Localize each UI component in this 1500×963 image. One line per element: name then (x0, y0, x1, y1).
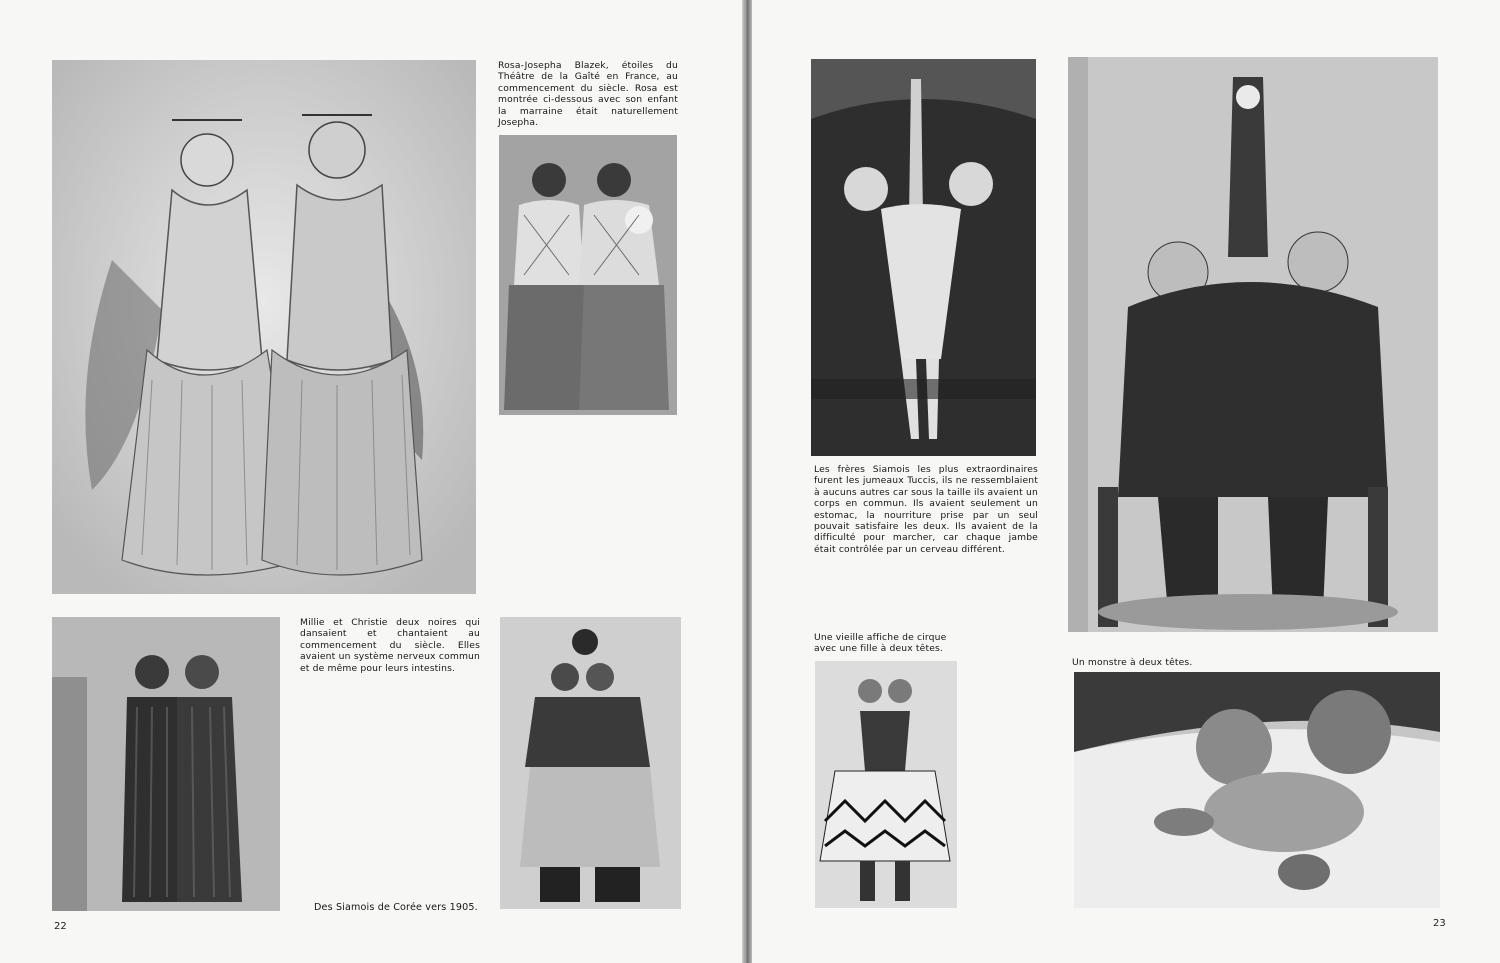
photo-millie-christie (52, 617, 280, 911)
right-page (752, 0, 1500, 963)
page-number-right: 23 (1433, 918, 1446, 929)
book-gutter (742, 0, 752, 963)
photo-rosa-with-child (499, 135, 677, 415)
photo-siamois-coree (500, 617, 681, 909)
left-page (0, 0, 742, 963)
photo-tuccis-suit (1068, 57, 1438, 632)
caption-tuccis: Les frères Siamois les plus extraordinaires furent les jumeaux Tuccis, ils ne ressemblaient à aucuns autres car sous la taille ils avaient un corps en commun. Ils avaient seulement un estomac, la nourriture prise par un seul pouvait satisfaire les deux. Ils avaient de la difficulté pour marcher, car chaque jambe était contrôlée par un cerveau différent. (814, 464, 1038, 555)
photo-blazek-illustration (52, 60, 476, 594)
caption-blazek: Rosa-Josepha Blazek, étoiles du Théâtre de la Gaîté en France, au commencement du siècle. Rosa est montrée ci-dessous avec son enfant la marraine était naturellement Josepha. (498, 60, 678, 129)
caption-affiche: Une vieille affiche de cirque avec une fille à deux têtes. (814, 632, 947, 655)
page-number-left: 22 (54, 921, 67, 932)
photo-circus-poster (815, 661, 957, 908)
caption-siamois-coree: Des Siamois de Corée vers 1905. (314, 902, 478, 913)
caption-monstre: Un monstre à deux têtes. (1072, 657, 1193, 668)
photo-tuccis-seated (811, 59, 1036, 456)
caption-millie-christie: Millie et Christie deux noires qui dansaient et chantaient au commencement du siècle. Elles avaient un système nerveux commun et de même pour leurs intestins. (300, 617, 480, 674)
photo-two-headed-infant (1074, 672, 1440, 908)
